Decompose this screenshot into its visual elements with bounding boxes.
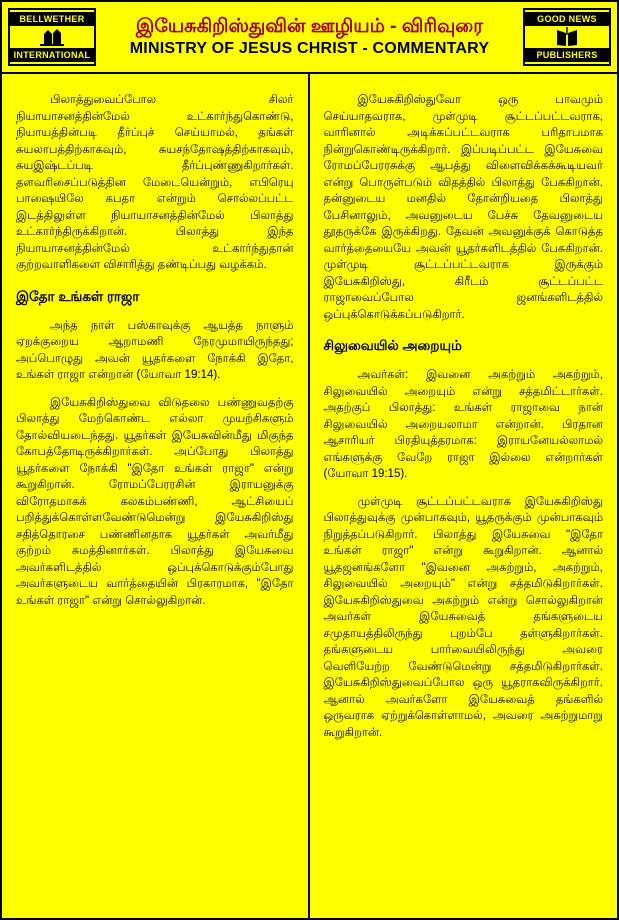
paragraph: அந்த நாள் பஸ்காவுக்கு ஆயத்த நாளும் ஏறக்குறைய ஆறாமணி நேரமுமாயிருந்தது; அப்பொழுது அவன் யூதர்களை நோக்கி இதோ, உங்கள் ராஜா என்றான் (யோவா 19:14).	[16, 319, 294, 381]
left-column	[2, 74, 310, 918]
document-title-block	[102, 2, 517, 72]
right-column	[310, 74, 618, 918]
page-title-tamil: இயேசுகிறிஸ்துவின் ஊழியம் - விரிவுரை	[135, 16, 484, 37]
section-heading-left: இதோ உங்கள் ராஜா	[16, 288, 140, 304]
logo-bellwether-top-label: BELLWETHER	[10, 12, 94, 26]
document-body	[2, 74, 617, 918]
paragraph: அவர்கள்: இவனை அகற்றும் அகற்றும், சிலுவையில் அறையும் என்று சத்தமிட்டார்கள். அதற்குப் பிலாத்து: உங்கள் ராஜாவை நான் சிலுவையில் அறையலாமா என்றான். பிரதான ஆசாரியர் பிரதியுத்தரமாக: இராயனேயல்லாமல் எங்களுக்கு வேறே ராஜா இல்லை என்றார்கள் (யோவா 19:15).	[323, 369, 603, 480]
open-book-icon	[554, 26, 580, 48]
paragraph: இயேசுகிறிஸ்துவோ ஒரு பாவமும் செய்யாதவராக, முள்முடி சூட்டப்பட்டவராக, வாரினால் அடிக்கப்பட்டவராக பரிதாபமாக நின்றுகொண்டிருக்கிறார். இப்படிப்பட்ட இயேசுவை ரோமப்பேரரசுக்கு ஆபத்து விளைவிக்கக்கூடியவர் என்று பொருள்படும் விதத்தில் பிலாத்து பேசுகிறான். தன்னுடைய மனதில் தோன்றியதை பிலாத்து பேசினாலும், அவனுடைய பேச்சு தேவனுடைய தூதருக்கே இருக்கிறது. தேவன் அவனுக்குக் கொடுத்த வார்த்தையையே அவன் யூதர்களிடத்தில் பேசுகிறான். முள்முடி சூட்டப்பட்டவராக இருக்கும் இயேசுகிறிஸ்து, கிரீடம் சூட்டப்பட்ட ராஜாவைப்போல ஜனங்களிடத்தில் ஒப்புக்கொடுக்கப்படுகிறார்.	[323, 94, 603, 321]
document-header	[2, 2, 617, 74]
paragraph: முள்முடி சூட்டப்பட்டவராக இயேசுகிறிஸ்து பிலாத்துவுக்கு முன்பாகவும், யூதருக்கும் முன்பாகவும் நிறுத்தப்படுகிறார். பிலாத்து இயேசுவை "இதோ உங்கள் ராஜா" என்று கூறுகிறான். ஆனால் யூதஜனங்களோ "இவனை அகற்றும், அகற்றும், சிலுவையில் அறையும்" என்று சத்தமிடுகிறார்கள். இயேசுகிறிஸ்துவை அகற்றும் என்று சொல்லுகிறான் அவர்கள் இயேசுவைத் தங்களுடைய சமுதாயத்திலிருந்து புறம்பே தள்ளுகிறார்கள். தங்களுடைய பார்வையிலிருந்து அவரை வெளியேற்ற வேண்டுமென்று சத்தமிடுகிறார்கள். இயேசுகிறிஸ்துவைப்போல ஒரு யூதராகவிருக்கிறார். ஆனால் அவர்களோ இயேசுவைத் தங்களில் ஒருவராக ஏற்றுக்கொள்ளாமல், அவரை அகற்றுமாறு கூறுகிறான்.	[323, 495, 603, 739]
logo-goodnews-top-label: GOOD NEWS	[525, 12, 609, 26]
paragraph: இயேசுகிறிஸ்துவை விடுதலை பண்ணுவதற்கு பிலாத்து மேற்கொண்ட எல்லா முயற்சிகளும் தோல்வியடைந்தது. யூதர்கள் இயேசுவின்மீது மிகுந்த கோபத்தோடிருக்கிறார்கள். அப்போது பிலாத்து யூதர்களை நோக்கி "இதோ உங்கள் ராஜா" என்று கூறுகிறான். ரோமப்பேரரசின் இராயனுக்கு விரோதமாகக் கலகம்பண்ணி, ஆட்சியைப் பறித்துக்கொள்ளவேண்டுமென்று இயேசுகிறிஸ்து சதித்தொரசை பண்ணினதாக யூதர்கள் அவர்மீது குற்றம் சுமத்தினார்கள். பிலாத்து இயேசுவை அவர்களிடத்தில் ஒப்புக்கொடுக்கும்போது அவர்களுடைய வார்த்தையின் பிரகாரமாக, "இதோ உங்கள் ராஜா" என்று சொல்லுகிறான்.	[16, 396, 294, 607]
section-heading-right: சிலுவையில் அறையும்	[323, 338, 462, 353]
page-title-english: MINISTRY OF JESUS CHRIST - COMMENTARY	[129, 40, 490, 57]
logo-good-news-publishers	[523, 8, 611, 66]
logo-goodnews-bottom-label: PUBLISHERS	[525, 48, 609, 62]
logo-bellwether-bottom-label: INTERNATIONAL	[10, 48, 94, 62]
paragraph: பிலாத்துவைப்போல சிலர் நியாயாசனத்தின்மேல் உட்கார்ந்துகொண்டு, நியாயத்தின்படி தீர்ப்புச் செய்யாமல், தங்கள் சுயலாபத்திற்காகவும், சுயசந்தோஷத்திற்காகவும், சுயஇஷ்டப்படி தீர்ப்புண்ணுகிறார்கள். தளவரிசைப்படுத்தின மேடையென்றும், எபிரெயு பாஷையிலே கபதா என்றும் சொல்லப்பட்ட இடத்திலுள்ள நியாயாசனத்தின்மேல் பிலாத்து உட்கார்ந்திருக்கிறான். பிலாத்து இந்த நியாயாசனத்தின்மேல் உட்கார்ந்துதான் குற்றவாளிகளை விசாரித்து தண்டிப்பது வழக்கம்.	[16, 94, 294, 271]
logo-bellwether-international	[8, 8, 96, 66]
torch-bearer-icon	[39, 26, 65, 48]
